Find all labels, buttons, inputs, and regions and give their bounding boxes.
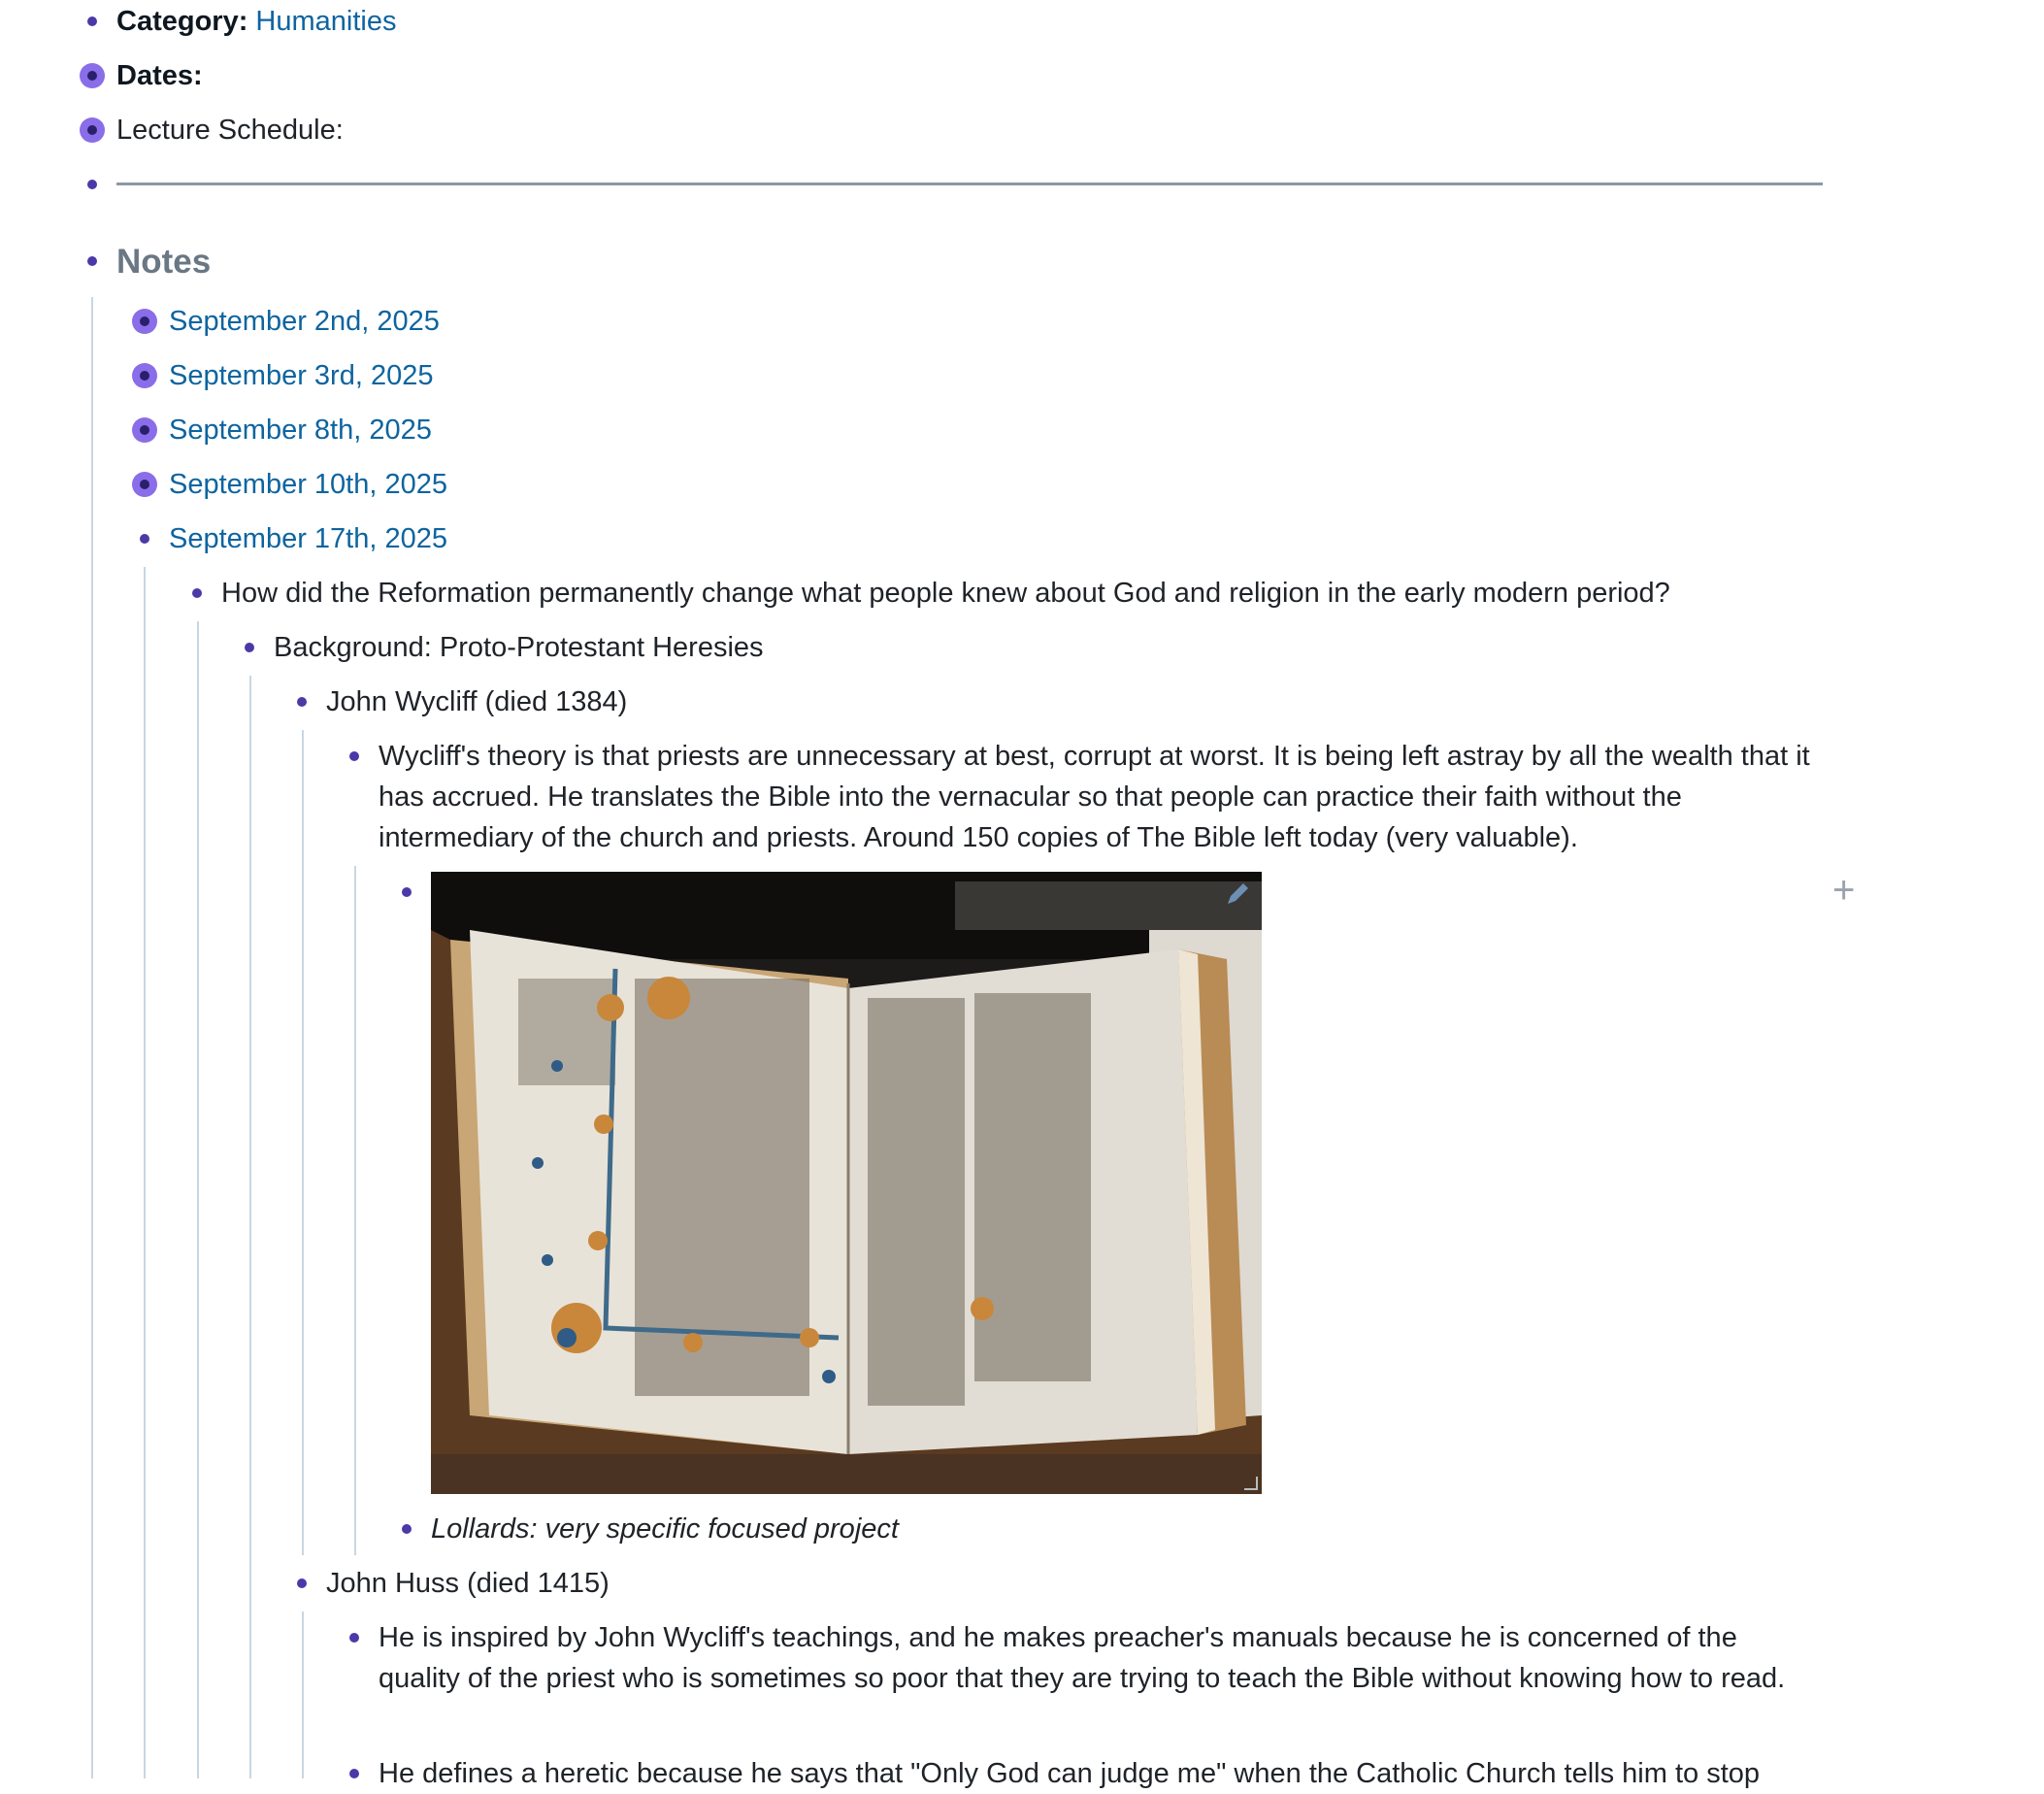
bullet[interactable]	[87, 180, 97, 189]
collapsed-bullet[interactable]	[132, 309, 157, 334]
category-property	[116, 1, 396, 42]
notes-heading: Notes	[116, 243, 212, 281]
date-link[interactable]: September 17th, 2025	[169, 523, 447, 554]
huss-text: He is inspired by John Wycliff's teachings, and he makes preacher's manuals because he is concerned of the quality of the priest who is sometimes so poor that they are trying to teach the Bible without knowing how to read.	[379, 1622, 1786, 1694]
plus-icon[interactable]: +	[1832, 869, 1856, 912]
indent-guide	[354, 866, 356, 1555]
indent-guide	[302, 730, 304, 1555]
bullet[interactable]	[297, 1578, 307, 1588]
category-link[interactable]: Humanities	[255, 6, 397, 37]
bullet[interactable]	[349, 1769, 359, 1778]
bullet[interactable]	[192, 588, 202, 598]
date-link[interactable]: September 8th, 2025	[169, 415, 432, 446]
bible-image[interactable]	[431, 872, 1262, 1494]
category-label: Category:	[116, 6, 248, 37]
lollards-text: Lollards: very specific focused project	[431, 1513, 899, 1545]
collapsed-bullet[interactable]	[132, 417, 157, 443]
dates-label: Dates:	[116, 60, 203, 91]
question-text: How did the Reformation permanently change what people knew about God and religion in the early modern period?	[221, 578, 1670, 609]
bullet[interactable]	[349, 751, 359, 761]
collapsed-bullet[interactable]	[132, 472, 157, 497]
lecture-schedule-label: Lecture Schedule:	[116, 115, 344, 146]
bullet[interactable]	[297, 697, 307, 707]
collapsed-bullet[interactable]	[132, 363, 157, 388]
collapsed-bullet[interactable]	[80, 63, 105, 88]
indent-guide	[91, 297, 93, 1778]
wycliff-text: Wycliff's theory is that priests are unnecessary at best, corrupt at worst. It is being left astray by all the wealth that it has accrued. He translates the Bible into the vernacular so that people can practice their faith without the intermediary of the church and priests. Around 150 copies of The Bible left today (very valuable).	[379, 741, 1810, 853]
indent-guide	[197, 621, 199, 1778]
bullet[interactable]	[402, 1524, 412, 1534]
huss-text-2: He defines a heretic because he says that "Only God can judge me" when the Catholic Church tells him to stop	[379, 1758, 1761, 1789]
pencil-icon[interactable]	[1223, 880, 1252, 909]
bullet[interactable]	[245, 643, 254, 652]
bullet[interactable]	[87, 256, 97, 266]
date-link[interactable]: September 10th, 2025	[169, 469, 447, 500]
wycliff-title: John Wycliff (died 1384)	[326, 686, 628, 717]
indent-guide	[144, 567, 146, 1778]
bullet[interactable]	[87, 17, 97, 26]
indent-guide	[302, 1611, 304, 1778]
divider	[116, 183, 1823, 185]
resize-handle-icon[interactable]	[1244, 1477, 1258, 1490]
background-text: Background: Proto-Protestant Heresies	[274, 632, 764, 663]
indent-guide	[249, 676, 251, 1778]
collapsed-bullet[interactable]	[80, 117, 105, 143]
date-link[interactable]: September 2nd, 2025	[169, 306, 440, 337]
bullet[interactable]	[402, 887, 412, 897]
bullet[interactable]	[349, 1633, 359, 1643]
date-link[interactable]: September 3rd, 2025	[169, 360, 434, 391]
huss-title: John Huss (died 1415)	[326, 1568, 610, 1599]
bullet[interactable]	[140, 534, 149, 544]
open-bible-photo	[431, 872, 1262, 1494]
